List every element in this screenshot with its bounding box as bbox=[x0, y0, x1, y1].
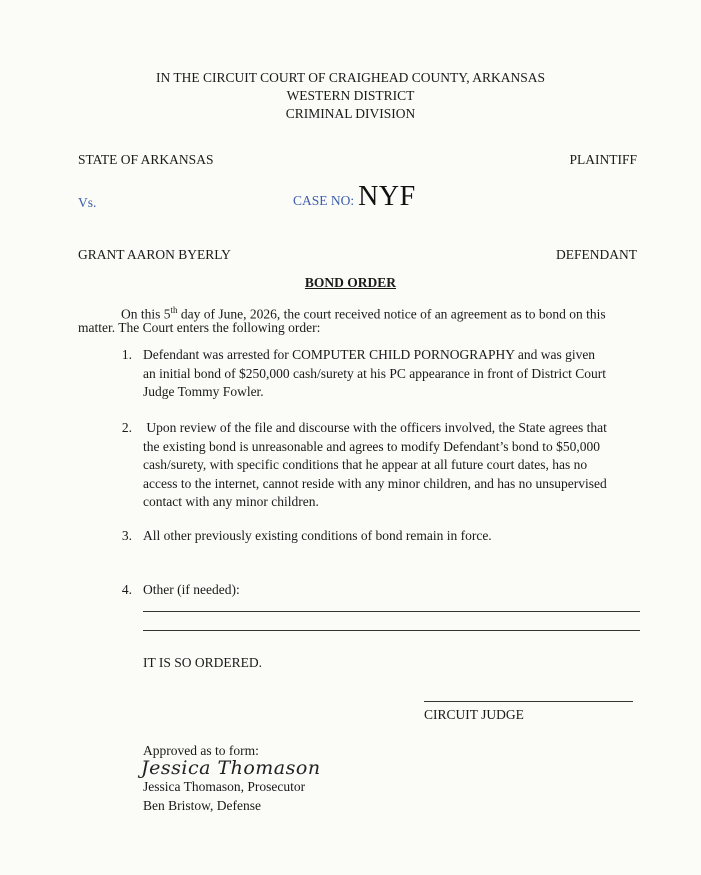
item-line: All other previously existing conditions of bond remain in force. bbox=[143, 528, 492, 543]
item-number: 3. bbox=[121, 528, 132, 543]
case-number-label: CASE NO: bbox=[293, 193, 355, 208]
item-line: contact with any minor children. bbox=[143, 494, 319, 509]
prosecutor-name: Jessica Thomason, Prosecutor bbox=[143, 779, 306, 794]
other-blank-line-1 bbox=[143, 611, 640, 612]
court-header-line1: IN THE CIRCUIT COURT OF CRAIGHEAD COUNTY, ARKANSAS bbox=[156, 70, 545, 85]
item-line: an initial bond of $250,000 cash/surety at his PC appearance in front of District Court bbox=[143, 365, 607, 381]
so-ordered-text: IT IS SO ORDERED. bbox=[143, 655, 263, 670]
court-header-line2: WESTERN DISTRICT bbox=[286, 88, 415, 103]
other-blank-line-2 bbox=[143, 630, 640, 631]
court-header-line3: CRIMINAL DIVISION bbox=[285, 106, 416, 121]
defendant-name: GRANT AARON BYERLY bbox=[78, 247, 231, 262]
defendant-role: DEFENDANT bbox=[556, 247, 637, 262]
intro-line2: matter. The Court enters the following order: bbox=[78, 320, 321, 335]
plaintiff-role: PLAINTIFF bbox=[569, 152, 637, 167]
case-number-block bbox=[293, 181, 416, 213]
approval-label: Approved as to form: bbox=[143, 743, 259, 758]
case-number-value: NYF bbox=[358, 181, 416, 212]
plaintiff-name: STATE OF ARKANSAS bbox=[78, 152, 214, 167]
document-title: BOND ORDER bbox=[304, 275, 397, 290]
list-item bbox=[143, 581, 240, 600]
judge-signature-line bbox=[424, 701, 633, 702]
item-line: access to the internet, cannot reside with any minor children, and has no unsupervised bbox=[143, 475, 607, 491]
item-line: cash/surety, with specific conditions that he appear at all future court dates, has no bbox=[143, 457, 588, 472]
item-number: 1. bbox=[121, 347, 132, 362]
versus-label: Vs. bbox=[78, 195, 97, 210]
intro-after: day of June, 2026, the court received notice of an agreement as to bond on this bbox=[177, 306, 606, 322]
item-line: the existing bond is unreasonable and agrees to modify Defendant’s bond to $50,000 bbox=[143, 438, 601, 454]
intro-superscript: th bbox=[170, 305, 178, 315]
list-item bbox=[143, 527, 492, 546]
item-line: Other (if needed): bbox=[143, 582, 240, 597]
item-number: 4. bbox=[121, 582, 132, 597]
list-item bbox=[143, 346, 643, 402]
list-item bbox=[143, 419, 643, 512]
intro-before: On this 5 bbox=[121, 306, 171, 322]
defense-name: Ben Bristow, Defense bbox=[143, 798, 261, 813]
item-line: Judge Tommy Fowler. bbox=[143, 384, 264, 399]
item-line: Defendant was arrested for COMPUTER CHILD PORNOGRAPHY and was given bbox=[143, 347, 596, 362]
item-line: Upon review of the file and discourse with the officers involved, the State agrees that bbox=[143, 420, 607, 435]
prosecutor-signature: Jessica Thomason bbox=[141, 757, 321, 779]
item-number: 2. bbox=[121, 420, 132, 435]
judge-label: CIRCUIT JUDGE bbox=[424, 707, 524, 722]
